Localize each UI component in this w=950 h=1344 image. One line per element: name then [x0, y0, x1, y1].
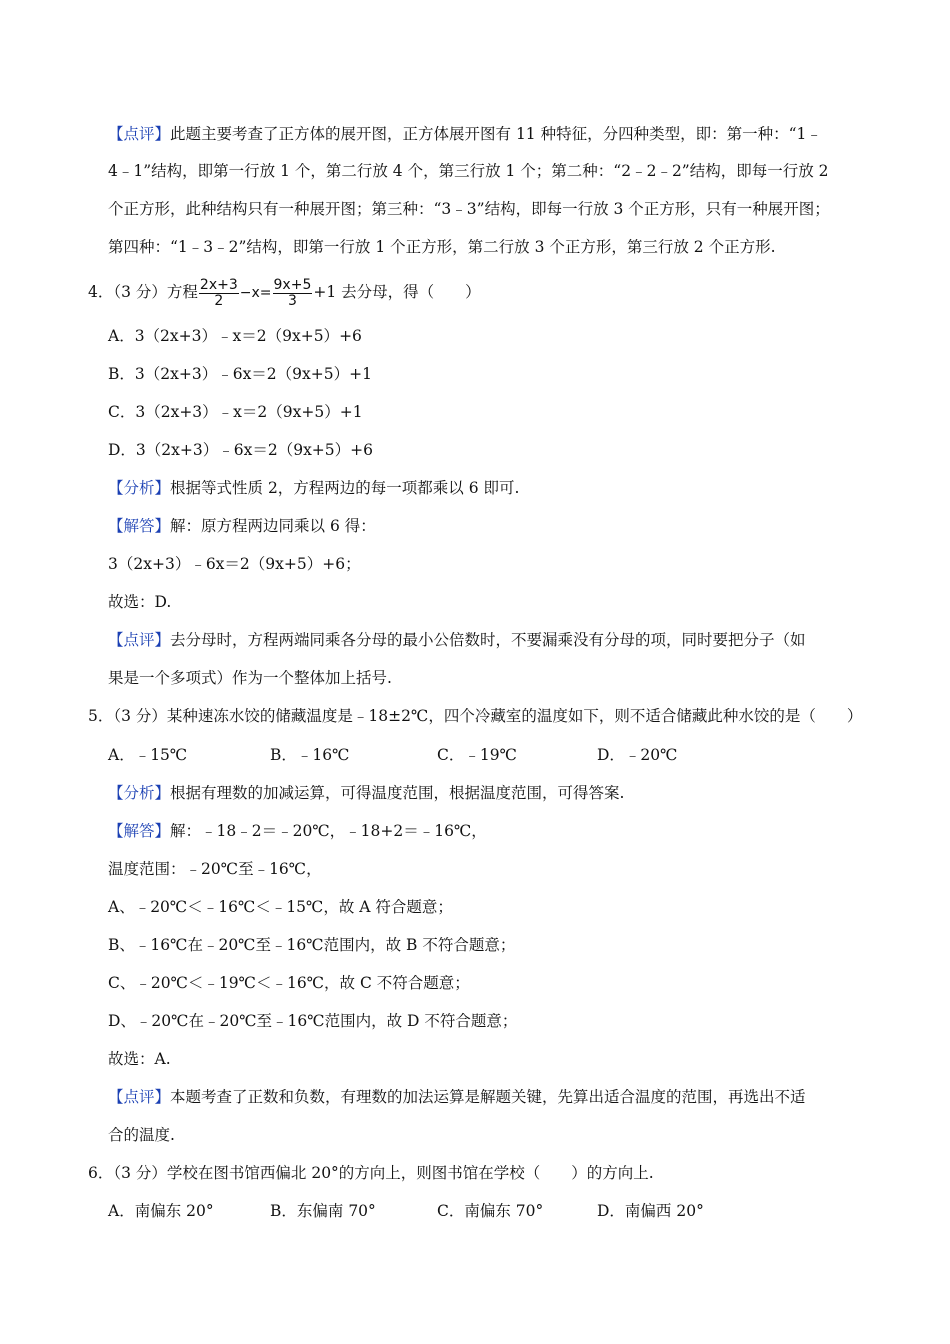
q5-analysis: 【分析】根据有理数的加减运算，可得温度范围，根据温度范围，可得答案.	[108, 784, 625, 802]
q5-review-line2: 合的温度.	[108, 1126, 175, 1144]
q5-case-d: D、﹣20℃在﹣20℃至﹣16℃范围内，故 D 不符合题意；	[108, 1012, 518, 1030]
q5-case-b: B、﹣16℃在﹣20℃至﹣16℃范围内，故 B 不符合题意；	[108, 936, 516, 954]
q4-review-line1: 【点评】去分母时，方程两端同乘各分母的最小公倍数时，不要漏乘没有分母的项，同时要把分子（如	[108, 631, 806, 649]
review-tag: 【点评】	[108, 125, 171, 143]
review3-line3: 个正方形，此种结构只有一种展开图；第三种：“3﹣3”结构，即每一行放 3 个正方形，只有一种展开图；	[108, 200, 830, 218]
q6-stem: 6．（3 分）学校在图书馆西偏北 20°的方向上，则图书馆在学校（ ）的方向上.	[88, 1164, 654, 1182]
q4-option-b: B．3（2x+3）﹣6x＝2（9x+5）+1	[108, 365, 372, 383]
q4-option-d: D．3（2x+3）﹣6x＝2（9x+5）+6	[108, 441, 374, 459]
q4-stem: 4．（3 分）方程 $\frac{2x+3}{2}$ −x= $\frac{9x+5}{3}$ +1 去分母，得（ ）	[88, 276, 481, 309]
q6-option-d: D．南偏西 20°	[597, 1202, 704, 1220]
q5-answer: 【解答】解：﹣18﹣2＝﹣20℃，﹣18+2＝﹣16℃，	[108, 822, 487, 840]
review3-line2: 4﹣1”结构，即第一行放 1 个，第二行放 4 个，第三行放 1 个；第二种：“2﹣2﹣2”结构，即每一行放 2	[108, 162, 829, 180]
q4-analysis: 【分析】根据等式性质 2，方程两边的每一项都乘以 6 即可.	[108, 479, 520, 497]
q6-option-b: B．东偏南 70°	[270, 1202, 376, 1220]
q5-option-a: A．﹣15℃	[108, 746, 188, 764]
q5-option-d: D．﹣20℃	[597, 746, 678, 764]
q6-option-c: C．南偏东 70°	[437, 1202, 544, 1220]
q5-option-b: B．﹣16℃	[270, 746, 350, 764]
q4-answer-equation: 3（2x+3）﹣6x＝2（9x+5）+6；	[108, 555, 361, 573]
q5-range: 温度范围：﹣20℃至﹣16℃，	[108, 860, 322, 878]
q4-choose: 故选：D.	[108, 593, 172, 611]
q4-option-c: C．3（2x+3）﹣x＝2（9x+5）+1	[108, 403, 363, 421]
q5-case-c: C、﹣20℃＜﹣19℃＜﹣16℃，故 C 不符合题意；	[108, 974, 470, 992]
q4-option-a: A．3（2x+3）﹣x＝2（9x+5）+6	[108, 327, 362, 345]
q6-option-a: A．南偏东 20°	[108, 1202, 214, 1220]
review3-line4: 第四种：“1﹣3﹣2”结构，即第一行放 1 个正方形，第二行放 3 个正方形，第三行放 2 个正方形.	[108, 238, 776, 256]
q4-review-line2: 果是一个多项式）作为一个整体加上括号.	[108, 669, 392, 687]
fraction-1: $\frac{2x+3}{2}$	[199, 276, 238, 309]
q5-option-c: C．﹣19℃	[437, 746, 517, 764]
fraction-2: $\frac{9x+5}{3}$	[273, 276, 312, 309]
review3-line1: 【点评】此题主要考查了正方体的展开图，正方体展开图有 11 种特征，分四种类型，即：第一种：“1﹣	[108, 125, 822, 143]
q5-review-line1: 【点评】本题考查了正数和负数，有理数的加法运算是解题关键，先算出适合温度的范围，再选出不适	[108, 1088, 806, 1106]
q5-case-a: A、﹣20℃＜﹣16℃＜﹣15℃，故 A 符合题意；	[108, 898, 453, 916]
q5-stem: 5．（3 分）某种速冻水饺的储藏温度是﹣18±2℃，四个冷藏室的温度如下，则不适合储藏此种水饺的是（ ）	[88, 707, 863, 725]
q5-choose: 故选：A.	[108, 1050, 171, 1068]
q4-answer: 【解答】解：原方程两边同乘以 6 得：	[108, 517, 376, 535]
